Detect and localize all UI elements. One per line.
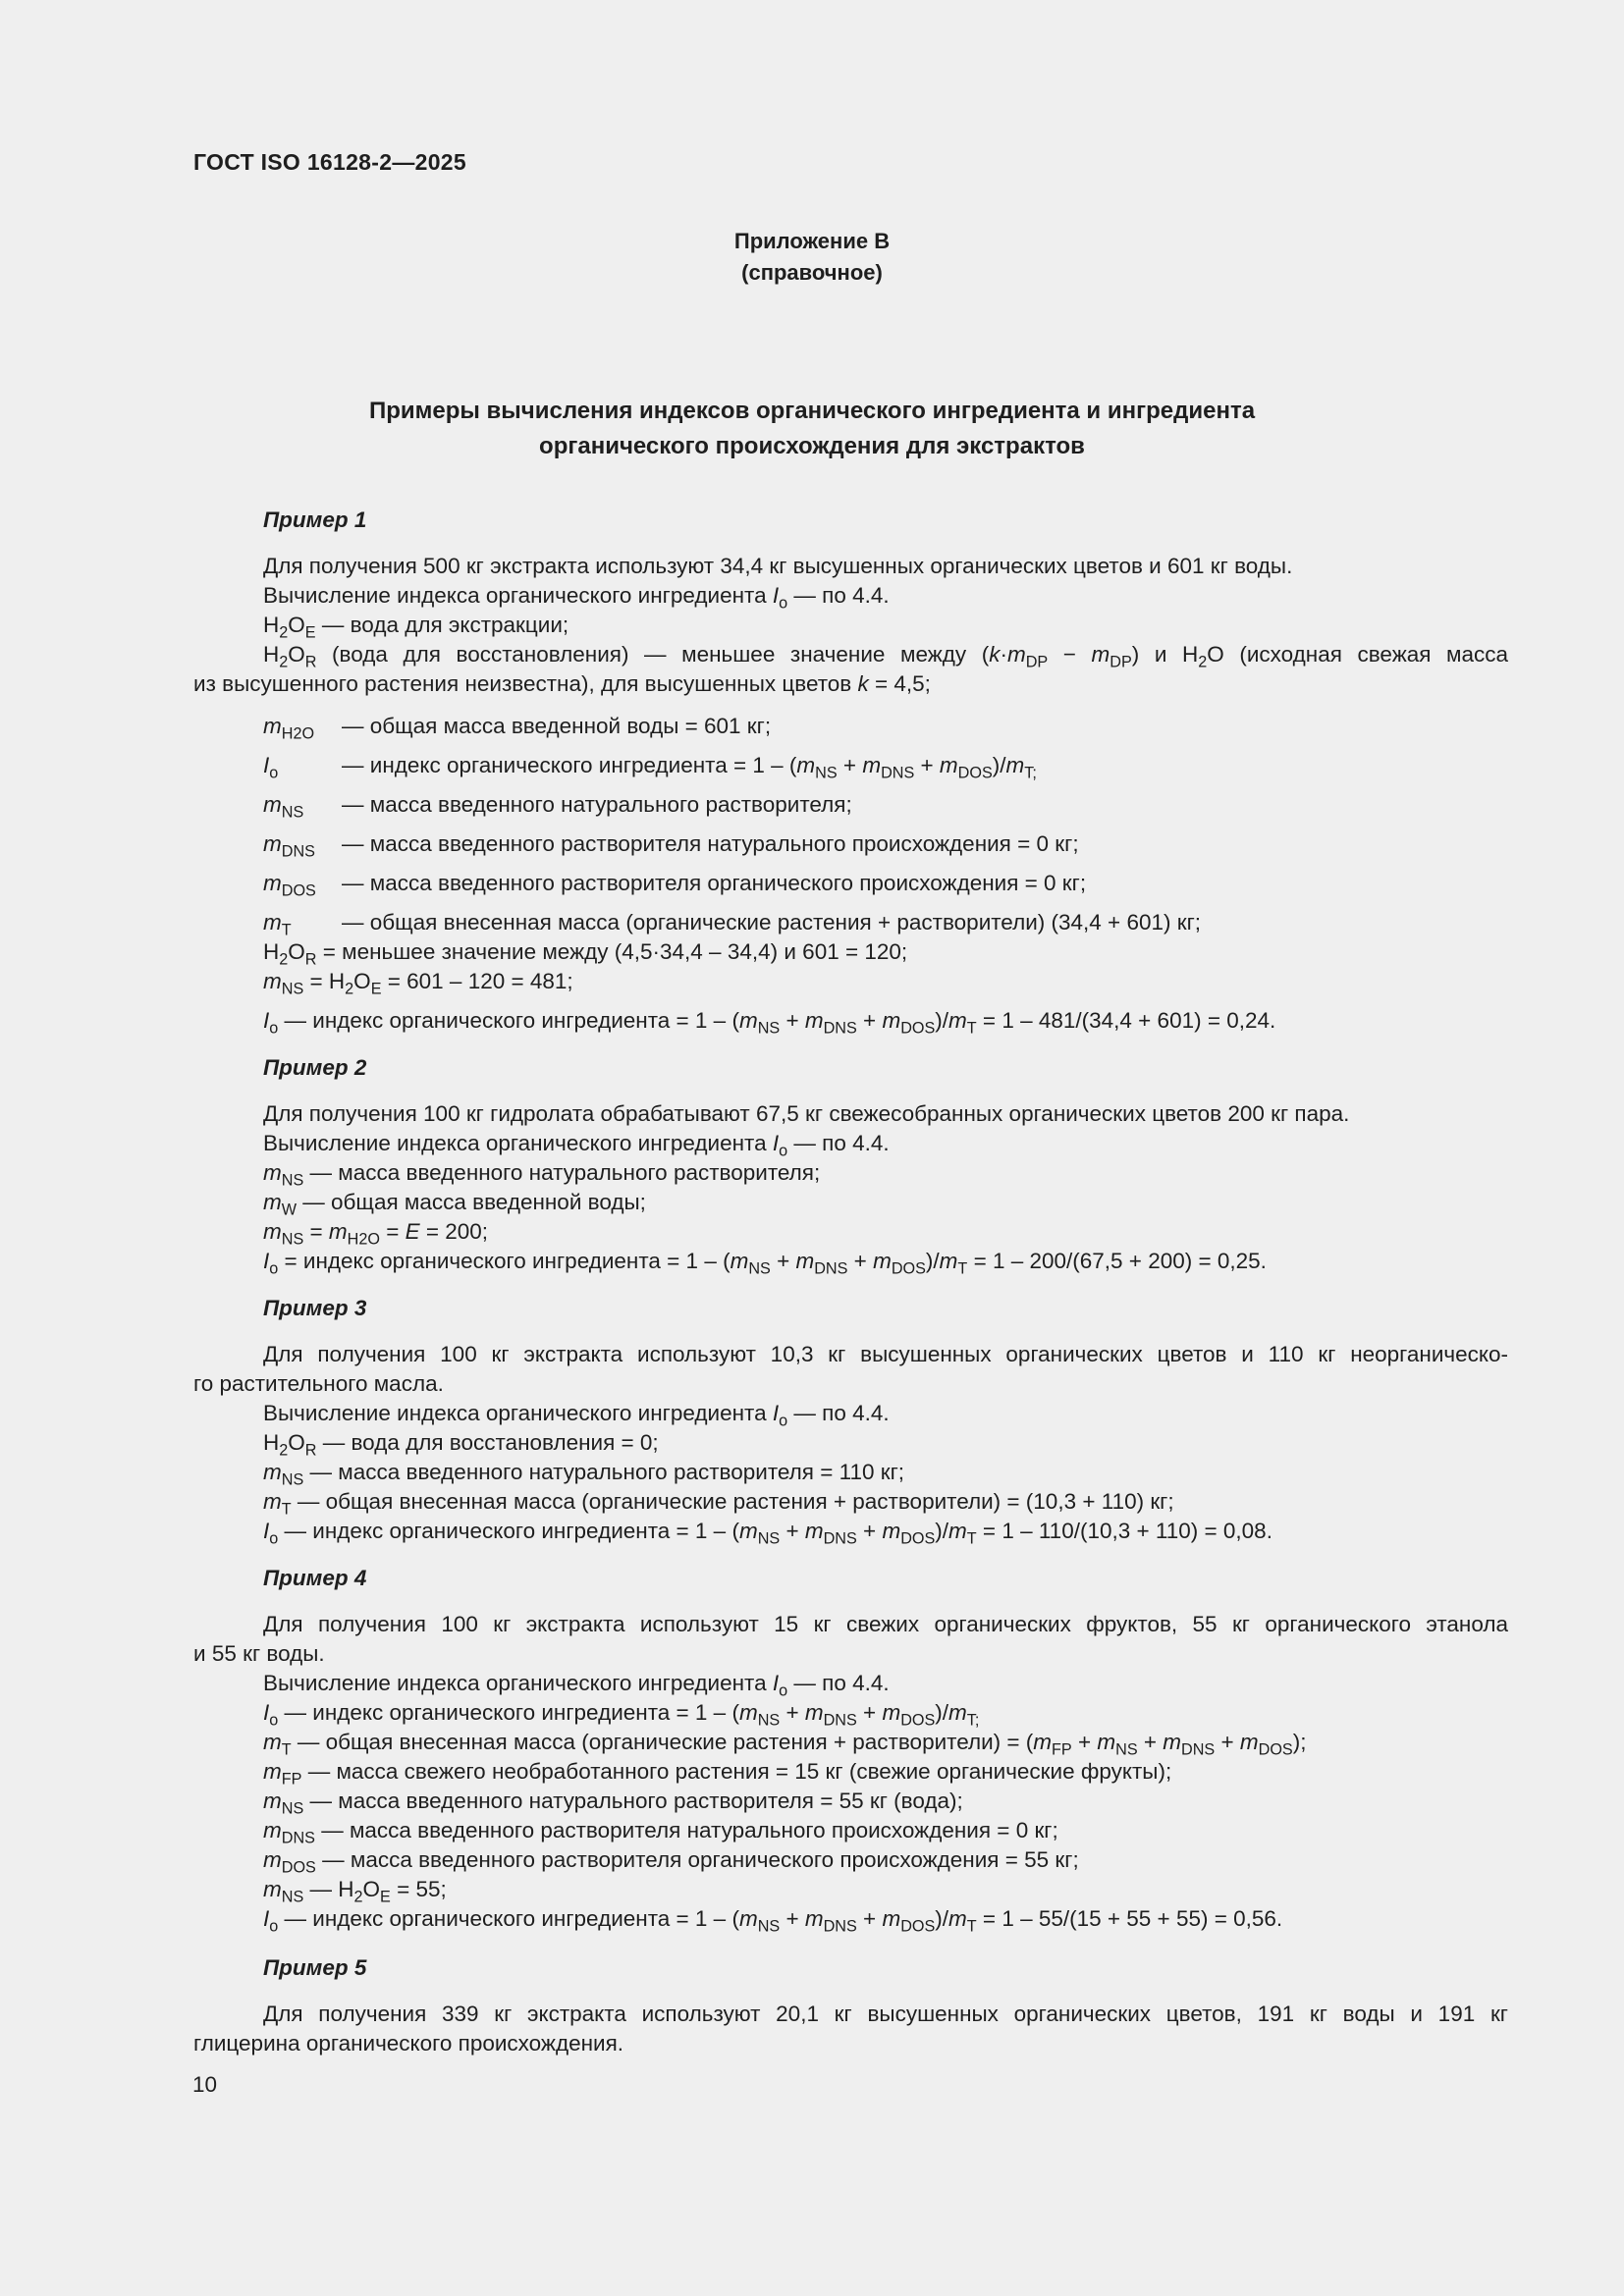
example-1-def-mt: $m_T$ — общая внесенная масса (органические растения + растворители) (34,4 + 601) кг;	[263, 910, 1202, 939]
example-1-h2or-line-cont: из высушенного растения неизвестна), для высушенных цветов k = 4,5;	[193, 671, 931, 696]
example-2-mw: $m_W$ — общая масса введенной воды;	[263, 1190, 646, 1219]
annex-title-line-2: органического происхождения для экстрактов	[539, 433, 1085, 459]
example-5-paragraph: Для получения 339 кг экстракта используют 20,1 кг высушенных органических цветов, 191 кг воды и 191 кг	[263, 2002, 1508, 2026]
page-number: 10	[192, 2072, 218, 2097]
example-4-calc-line: Вычисление индекса органического ингредиента $I_o$ — по 4.4.	[263, 1671, 890, 1700]
example-4-mt: $m_T$ — общая внесенная масса (органические растения + растворители) = $(m_{FP} + m_{NS} + m_{DNS} + m_{DOS})$;	[263, 1730, 1307, 1759]
example-4-io-result: $I_o$ — индекс органического ингредиента = $1 - (m_{NS} + m_{DNS} + m_{DOS})/m_T = 1 - 55/(15 + 55 + 55) = 0,56$.	[263, 1906, 1283, 1936]
example-3-calc-line: Вычисление индекса органического ингредиента $I_o$ — по 4.4.	[263, 1401, 890, 1430]
example-4-io-def: $I_o$ — индекс органического ингредиента = $1 - (m_{NS} + m_{DNS} + m_{DOS})/m_{T;}$	[263, 1700, 980, 1730]
example-4-paragraph: Для получения 100 кг экстракта используют 15 кг свежих органических фруктов, 55 кг органического этанола	[263, 1612, 1508, 1636]
example-1-calc-line: Вычисление индекса органического ингредиента $I_o$ — по 4.4.	[263, 583, 890, 613]
example-2-paragraph: Для получения 100 кг гидролата обрабатывают 67,5 кг свежесобранных органических цветов 200 кг пара.	[263, 1101, 1350, 1126]
example-1-paragraph: Для получения 500 кг экстракта используют 34,4 кг высушенных органических цветов и 601 кг воды.	[263, 554, 1293, 578]
example-1-mns-value: $m_{NS} = H_2O_E = 601 - 120 = 481$;	[263, 969, 573, 998]
example-4-mdns: $m_{DNS}$ — масса введенного растворителя натурального происхождения = 0 кг;	[263, 1818, 1058, 1847]
example-4-mns: $m_{NS}$ — масса введенного натурального растворителя = 55 кг (вода);	[263, 1789, 963, 1818]
example-3-mns: $m_{NS}$ — масса введенного натурального растворителя = 110 кг;	[263, 1460, 905, 1489]
example-1-h2or-value: $H_2O_R$ = меньшее значение между (4,5·34,4 – 34,4) и 601 = 120;	[263, 939, 908, 969]
example-5-heading: Пример 5	[263, 1955, 367, 1980]
example-1-h2or-line: $H_2O_R$ (вода для восстановления) — меньшее значение между $(k\cdot m_{DP} - m_{DP})$ и $H_2O$ (исходная свежая масса	[263, 642, 1509, 671]
example-1-def-mns: $m_{NS}$ — масса введенного натурального растворителя;	[263, 792, 852, 822]
annex-label: Приложение В	[733, 229, 891, 253]
example-1-def-mdos: $m_{DOS}$ — масса введенного растворителя органического происхождения = 0 кг;	[263, 871, 1087, 900]
example-3-heading: Пример 3	[263, 1296, 367, 1320]
example-1-def-mh2o: $m_{H2O}$ — общая масса введенной воды = 601 кг;	[263, 714, 772, 743]
example-1-heading: Пример 1	[263, 507, 367, 532]
example-1-def-io: $I_o$ — индекс органического ингредиента = $1 - (m_{NS} + m_{DNS} + m_{DOS})/m_{T;}$	[263, 753, 1037, 782]
example-4-paragraph-cont: и 55 кг воды.	[193, 1641, 325, 1666]
example-2-io-result: $I_o$ = индекс органического ингредиента = $1 - (m_{NS} + m_{DNS} + m_{DOS})/m_T = 1 - 200/(67,5 + 200) = 0,25$.	[263, 1249, 1267, 1278]
example-1-h2oe-line: $H_2O_E$ — вода для экстракции;	[263, 613, 569, 642]
example-4-heading: Пример 4	[263, 1566, 367, 1590]
example-3-io-result: $I_o$ — индекс органического ингредиента = $1 - (m_{NS} + m_{DNS} + m_{DOS})/m_T = 1 - 110/(10,3 + 110) = 0,08$.	[263, 1519, 1272, 1548]
example-3-h2or: $H_2O_R$ — вода для восстановления = 0;	[263, 1430, 659, 1460]
annex-heading	[0, 226, 1624, 289]
example-5-paragraph-cont: глицерина органического происхождения.	[193, 2031, 624, 2056]
document-id: ГОСТ ISO 16128-2—2025	[193, 149, 466, 175]
example-3-paragraph: Для получения 100 кг экстракта используют 10,3 кг высушенных органических цветов и 110 кг неорганическо-	[263, 1342, 1508, 1366]
example-4-mdos: $m_{DOS}$ — масса введенного растворителя органического происхождения = 55 кг;	[263, 1847, 1079, 1877]
example-1-io-result: $I_o$ — индекс органического ингредиента = $1 - (m_{NS} + m_{DNS} + m_{DOS})/m_T = 1 - 481/(34,4 + 601) = 0,24$.	[263, 1008, 1276, 1038]
example-2-heading: Пример 2	[263, 1055, 367, 1080]
example-2-mns-value: $m_{NS} = m_{H2O} = E = 200$;	[263, 1219, 489, 1249]
example-4-mfp: $m_{FP}$ — масса свежего необработанного растения = 15 кг (свежие органические фрукты);	[263, 1759, 1172, 1789]
annex-title	[0, 394, 1624, 464]
example-3-mt: $m_T$ — общая внесенная масса (органические растения + растворители) = (10,3 + 110) кг;	[263, 1489, 1174, 1519]
annex-status: (справочное)	[741, 260, 883, 285]
example-3-paragraph-cont: го растительного масла.	[193, 1371, 444, 1396]
annex-title-line-1: Примеры вычисления индексов органического ингредиента и ингредиента	[368, 398, 1256, 424]
example-1-def-mdns: $m_{DNS}$ — масса введенного растворителя натурального происхождения = 0 кг;	[263, 831, 1079, 861]
example-2-mns: $m_{NS}$ — масса введенного натурального растворителя;	[263, 1160, 821, 1190]
example-4-mns-value: $m_{NS}$ — $H_2O_E = 55$;	[263, 1877, 447, 1906]
example-2-calc-line: Вычисление индекса органического ингредиента $I_o$ — по 4.4.	[263, 1131, 890, 1160]
